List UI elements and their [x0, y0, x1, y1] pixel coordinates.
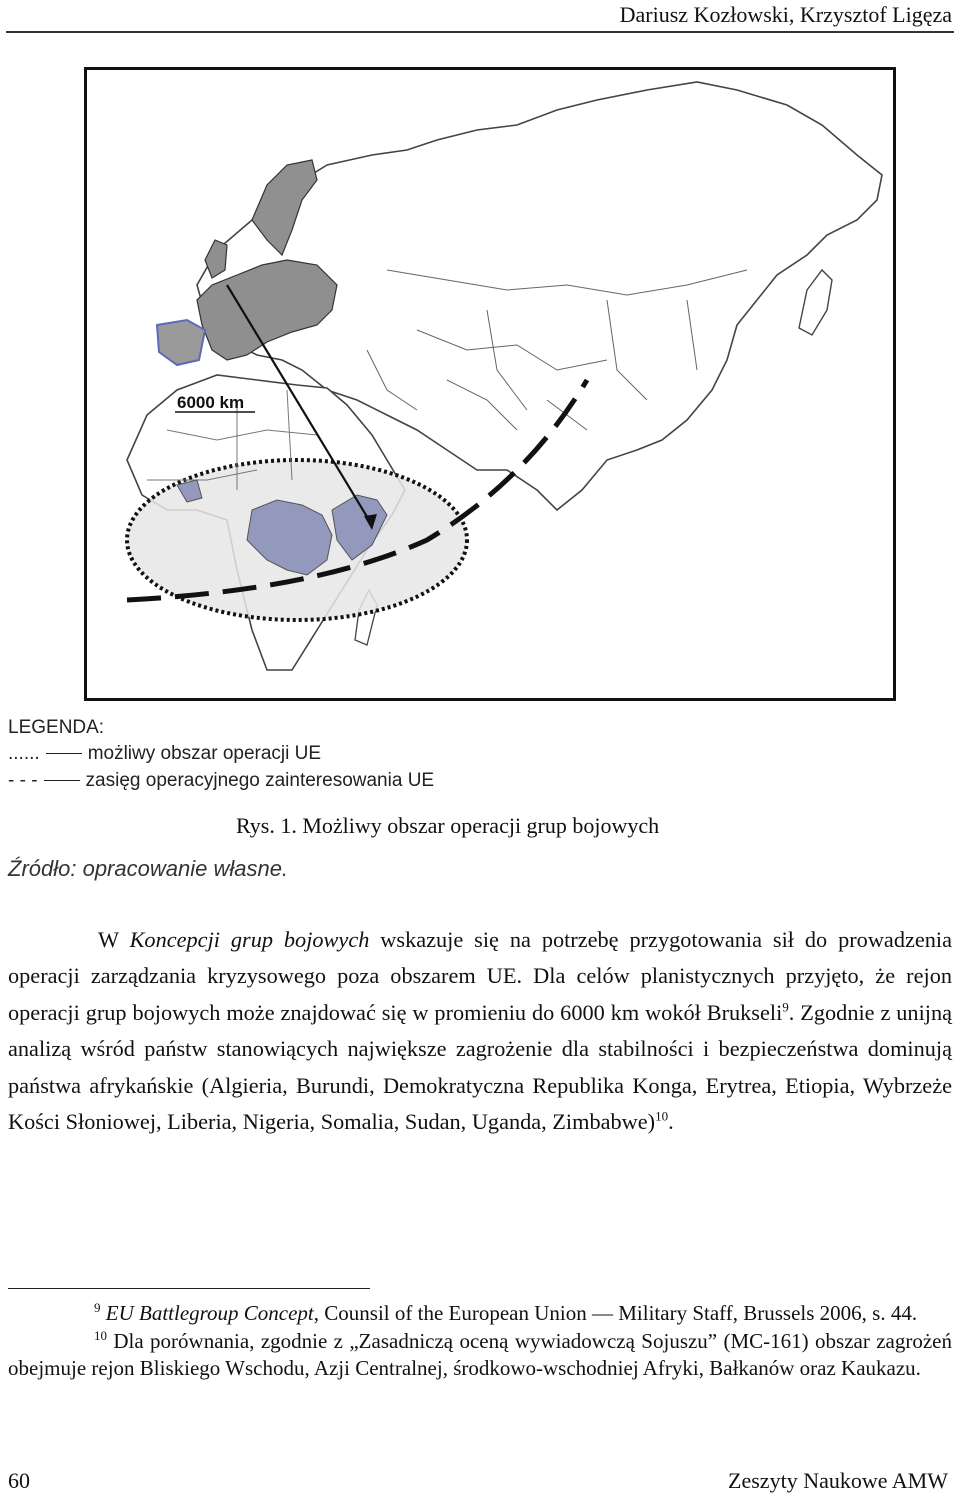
iberia-land — [157, 320, 205, 365]
footnote-text: Dla porównania, zgodnie z „Zasadniczą oceną wywiadowczą Sojuszu” (MC-161) obszar zagrożeń obejmuje rejon Bliskiego Wschodu, Azji Centralnej, środkowo-wschodniej Afryki, Bałkanów oraz Kaukazu. — [8, 1328, 952, 1381]
figure-caption: Rys. 1. Możliwy obszar operacji grup bojowych — [236, 813, 660, 838]
footnote-number: 9 — [94, 1300, 101, 1315]
legend-title: LEGENDA: — [8, 717, 105, 738]
japan-land — [799, 270, 832, 335]
body-text-run: W — [98, 927, 130, 952]
figure-source: Źródło: opracowanie własne. — [8, 856, 289, 881]
header-rule — [6, 31, 954, 33]
legend-text: zasięg operacyjnego zainteresowania UE — [85, 770, 435, 791]
running-header-authors: Dariusz Kozłowski, Krzysztof Ligęza — [619, 2, 952, 27]
footnote-text: , Counsil of the European Union — Military Staff, Brussels 2006, s. 44. — [313, 1301, 918, 1325]
footnote-italic: EU Battlegroup Concept — [105, 1301, 314, 1325]
legend-dash — [44, 780, 80, 781]
map-figure — [84, 67, 896, 701]
footnote-9 — [8, 1300, 952, 1328]
legend-symbol-dotted: ...... — [8, 743, 40, 764]
body-italic-title: Koncepcji grup bojowych — [129, 927, 370, 952]
body-text-run: . Zgodnie z unijną analizą wśród państw stanowiących największe zagrożenie dla stabilności i bezpieczeństwa dominują państwa afrykańskie (Algieria, Burundi, Demokratyczna Republika Konga, Erytrea, Etiopia, Wybrzeże Kości Słoniowej, Liberia, Nigeria, Somalia, Sudan, Uganda, Zimbabwe) — [8, 999, 953, 1135]
footnote-10 — [8, 1328, 952, 1383]
footnote-rule — [8, 1288, 370, 1289]
legend-item-operation-area — [8, 743, 321, 765]
body-paragraph — [8, 922, 952, 1140]
body-text-run: . — [668, 1109, 674, 1135]
journal-name: Zeszyty Naukowe AMW — [728, 1468, 948, 1493]
legend-symbol-dashed: - - - — [8, 770, 38, 791]
footnotes — [8, 1300, 952, 1383]
footnote-number: 10 — [94, 1327, 107, 1343]
footnote-ref-10[interactable]: 10 — [655, 1108, 669, 1124]
legend-item-interest-range — [8, 770, 434, 792]
body-text-run: wskazuje się na potrzebę przygotowania sił do prowadzenia operacji zarządzania kryzysowego poza obszarem UE. Dla celów planistycznych przyjęto, że rejon operacji grup bojowych może znajdować się w promieniu do 6000 km wokół Brukseli — [8, 927, 952, 1025]
legend-text: możliwy obszar operacji UE — [87, 743, 322, 764]
eurasia-africa-map — [87, 70, 893, 698]
legend-dash — [46, 753, 82, 754]
page-number: 60 — [8, 1468, 30, 1493]
footnote-ref-9[interactable]: 9 — [782, 999, 789, 1015]
distance-label: 6000 km — [177, 393, 245, 412]
